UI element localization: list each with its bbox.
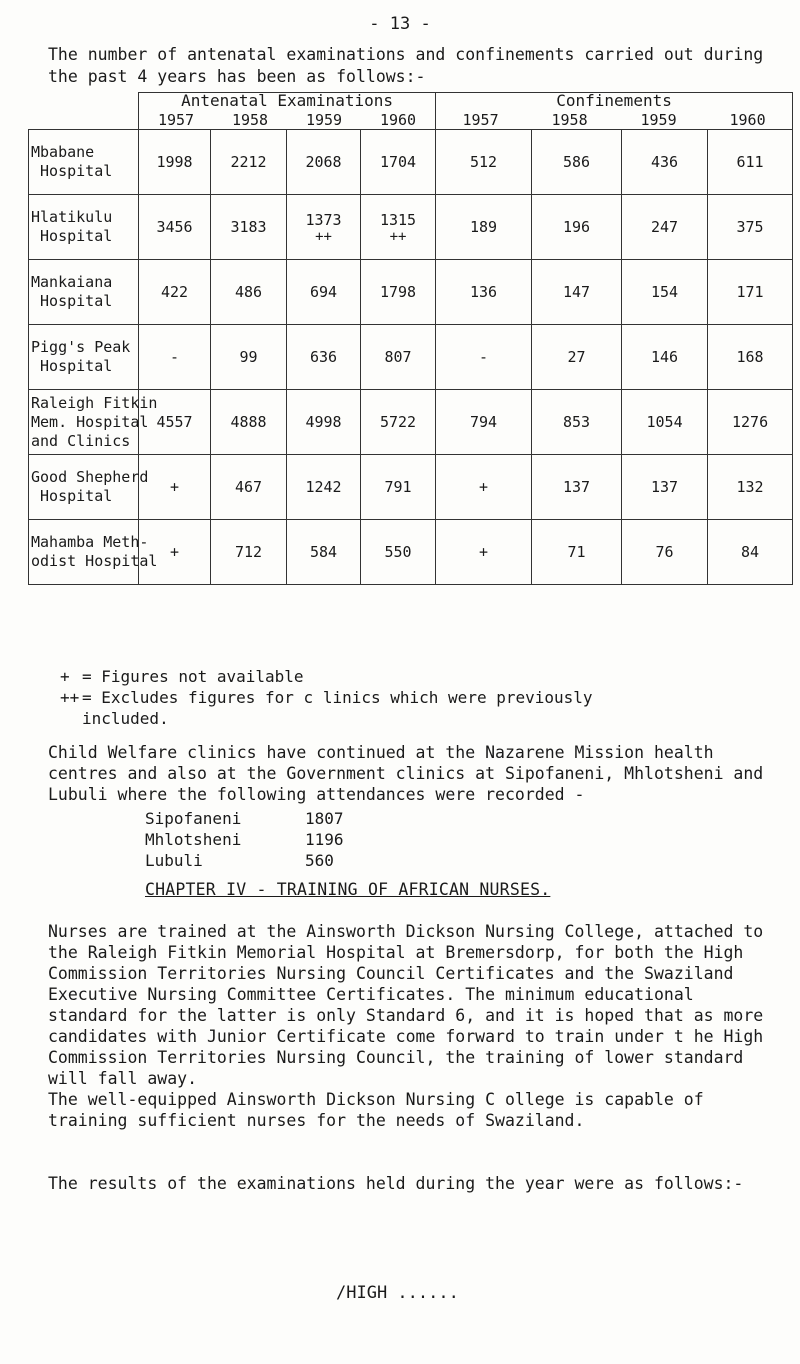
facility-name-line: Mbabane: [31, 143, 95, 161]
year-label: 1959: [305, 111, 343, 129]
antenatal-cell: [287, 130, 361, 195]
table-row: [29, 260, 793, 325]
antenatal-confinements-table: [28, 92, 793, 585]
antenatal-cell: [361, 260, 436, 325]
antenatal-cell: [211, 455, 287, 520]
cell-value: 5722: [379, 413, 417, 431]
legend-text: = Figures not available: [82, 667, 304, 686]
footnote-legend: [60, 666, 593, 729]
antenatal-cell: [287, 325, 361, 390]
table-corner: [29, 93, 139, 130]
cell-value: +: [169, 478, 180, 496]
confinement-cell: +: [436, 520, 532, 585]
year-label: 1958: [551, 111, 588, 129]
legend-text: included.: [82, 709, 169, 728]
facility-name-line: Mankaiana: [31, 273, 113, 291]
chapter-heading: CHAPTER IV - TRAINING OF AFRICAN NURSES.: [145, 880, 551, 899]
catchword: /HIGH ......: [336, 1283, 459, 1303]
year-label: 1960: [729, 111, 766, 129]
facility-name-line: Hospital: [31, 357, 113, 375]
antenatal-cell: [139, 260, 211, 325]
facility-name-line: Mem. Hospital: [31, 412, 149, 431]
confinement-cell: 853: [532, 390, 622, 455]
cell-value: -: [169, 348, 180, 366]
antenatal-cell: [211, 130, 287, 195]
facility-name: [29, 325, 139, 390]
attendance-list: [145, 808, 344, 871]
confinement-cell: 247: [622, 195, 708, 260]
cell-value: 422: [160, 283, 189, 301]
confinement-cell: 794: [436, 390, 532, 455]
confinement-cell: 168: [708, 325, 793, 390]
legend-text: = Excludes figures for c linics which were previously: [82, 688, 593, 707]
antenatal-cell: [361, 325, 436, 390]
year-label: 1957: [157, 111, 195, 129]
antenatal-cell: [287, 455, 361, 520]
facility-name: [29, 455, 149, 520]
table-row: [29, 390, 793, 455]
antenatal-cell: [211, 325, 287, 390]
facility-name-line: Pigg's Peak: [31, 338, 131, 356]
cell-value: 1242: [305, 478, 342, 496]
confinement-cell: 136: [436, 260, 532, 325]
confinements-header: [436, 93, 793, 130]
footnote-mark: ++: [315, 229, 332, 245]
confinement-cell: -: [436, 325, 532, 390]
confinement-cell: 27: [532, 325, 622, 390]
cell-value: 550: [384, 543, 412, 561]
cell-value: 4557: [156, 413, 193, 431]
antenatal-years: [139, 111, 435, 129]
confinement-cell: 71: [532, 520, 622, 585]
facility-name: [29, 520, 158, 585]
attendance-row: [145, 829, 344, 850]
confinement-cell: 1276: [708, 390, 793, 455]
confinement-cell: 196: [532, 195, 622, 260]
attendance-count: 1196: [305, 830, 344, 849]
cell-value: 4888: [230, 413, 267, 431]
confinement-cell: 512: [436, 130, 532, 195]
confinement-cell: 586: [532, 130, 622, 195]
antenatal-cell: [361, 390, 436, 455]
antenatal-cell: [139, 325, 211, 390]
nurses-training-paragraph: Nurses are trained at the Ainsworth Dickson Nursing College, attached to the Raleigh Fitkin Memorial Hospital at Bremersdorp, for both the High Commission Territories Nursing Council Certificates and the Swaziland Executive Nursing Committee Certificates. The minimum educational standard for the latter is only Standard 6, and it is hoped that as more candidates with Junior Certificate come forward to train under t he High Commission Territories Nursing Council, the training of lower standard will fall away.: [48, 922, 764, 1088]
antenatal-cell: [287, 260, 361, 325]
facility-name-line: Mahamba Meth-: [31, 533, 149, 551]
confinement-cell: 146: [622, 325, 708, 390]
confinement-cell: 436: [622, 130, 708, 195]
clinic-name: Lubuli: [145, 851, 203, 870]
confinement-cell: 189: [436, 195, 532, 260]
table-row: [29, 520, 793, 585]
confinement-cell: 137: [532, 455, 622, 520]
year-label: 1958: [231, 111, 269, 129]
cell-value: 694: [309, 283, 338, 301]
facility-name: [29, 260, 139, 325]
antenatal-cell: [211, 520, 287, 585]
legend-symbol: ++: [60, 688, 80, 707]
antenatal-header: [139, 93, 436, 130]
antenatal-cell: [139, 195, 211, 260]
confinement-cell: 76: [622, 520, 708, 585]
confinement-cell: 84: [708, 520, 793, 585]
attendance-count: 560: [305, 851, 334, 870]
table-row: [29, 130, 793, 195]
year-label: 1960: [379, 111, 417, 129]
facility-name-line: Hospital: [31, 487, 113, 505]
facility-name-line: Hospital: [31, 292, 113, 310]
cell-value: 584: [309, 543, 338, 561]
antenatal-group-title: Antenatal Examinations: [181, 91, 393, 110]
confinement-cell: +: [436, 455, 532, 520]
year-label: 1957: [462, 111, 499, 129]
confinement-cell: 171: [708, 260, 793, 325]
year-label: 1959: [640, 111, 677, 129]
facility-name-line: Hlatikulu: [31, 208, 113, 226]
antenatal-cell: [211, 195, 287, 260]
antenatal-cell: [139, 130, 211, 195]
confinement-cell: 132: [708, 455, 793, 520]
attendance-count: 1807: [305, 809, 344, 828]
cell-value: 712: [234, 543, 263, 561]
intro-paragraph: The number of antenatal examinations and confinements carried out during the past 4 years has been as follows:-: [48, 45, 764, 86]
table-row: [29, 195, 793, 260]
confinement-cell: 1054: [622, 390, 708, 455]
antenatal-cell: [211, 260, 287, 325]
confinement-cell: 611: [708, 130, 793, 195]
antenatal-cell: [211, 390, 287, 455]
confinement-cell: 375: [708, 195, 793, 260]
confinement-cell: 137: [622, 455, 708, 520]
legend-item: [60, 687, 593, 708]
cell-value: 467: [234, 478, 263, 496]
results-paragraph: The results of the examinations held during the year were as follows:-: [48, 1174, 744, 1193]
cell-value: 3183: [230, 218, 267, 236]
table-row: [29, 325, 793, 390]
facility-name-line: Good Shepherd: [31, 468, 149, 486]
facility-name: [29, 390, 158, 455]
cell-value: 791: [384, 478, 412, 496]
cell-value: 99: [239, 348, 258, 366]
page-number: - 13 -: [369, 14, 431, 34]
confinements-group-title: Confinements: [556, 91, 672, 110]
cell-value: 636: [309, 348, 338, 366]
confinement-cell: 147: [532, 260, 622, 325]
antenatal-cell: [287, 195, 361, 260]
cell-value: 1373: [305, 211, 342, 229]
clinic-name: Sipofaneni: [145, 809, 242, 828]
college-paragraph: The well-equipped Ainsworth Dickson Nursing C ollege is capable of training sufficient nurses for the needs of Swaziland.: [48, 1090, 704, 1130]
facility-name: [29, 195, 139, 260]
confinements-years: [436, 111, 792, 129]
antenatal-cell: [361, 195, 436, 260]
antenatal-cell: [287, 520, 361, 585]
cell-value: 1798: [379, 283, 417, 301]
child-welfare-paragraph: Child Welfare clinics have continued at the Nazarene Mission health centres and also at the Government clinics at Sipofaneni, Mhlotsheni and Lubuli where the following attendances were recorded -: [48, 743, 764, 804]
cell-value: 1998: [156, 153, 193, 171]
clinic-name: Mhlotsheni: [145, 830, 242, 849]
antenatal-cell: [139, 455, 211, 520]
antenatal-cell: [361, 455, 436, 520]
confinement-cell: 154: [622, 260, 708, 325]
cell-value: 1315: [379, 211, 417, 229]
footnote-mark: ++: [389, 229, 407, 245]
cell-value: 2068: [305, 153, 342, 171]
attendance-row: [145, 850, 344, 871]
cell-value: 807: [384, 348, 412, 366]
facility-name-line: Raleigh Fitkin: [31, 393, 158, 412]
attendance-row: [145, 808, 344, 829]
legend-item: [60, 708, 593, 729]
facility-name-line: odist Hospital: [31, 552, 158, 570]
legend-symbol: +: [60, 667, 70, 686]
facility-name-line: and Clinics: [31, 431, 131, 450]
facility-name-line: Hospital: [31, 227, 113, 245]
cell-value: 486: [234, 283, 263, 301]
facility-name-line: Hospital: [31, 162, 113, 180]
table-row: [29, 455, 793, 520]
facility-name: [29, 130, 139, 195]
antenatal-cell: [361, 130, 436, 195]
antenatal-cell: [361, 520, 436, 585]
cell-value: 3456: [156, 218, 193, 236]
legend-item: [60, 666, 593, 687]
cell-value: +: [169, 543, 180, 561]
legend-symbol: [60, 708, 82, 729]
cell-value: 4998: [305, 413, 342, 431]
cell-value: 1704: [379, 153, 417, 171]
antenatal-cell: [287, 390, 361, 455]
cell-value: 2212: [230, 153, 267, 171]
